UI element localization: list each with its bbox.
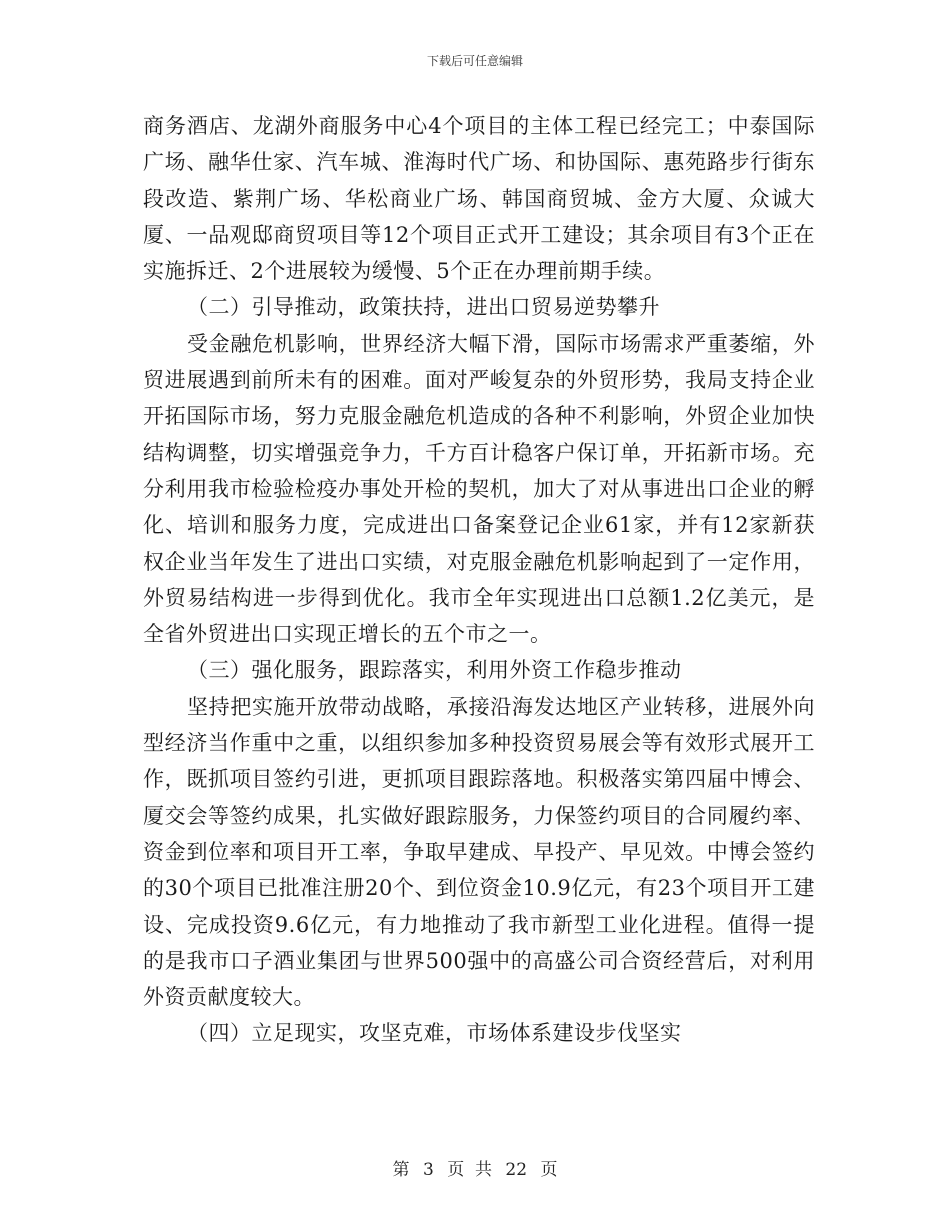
footer-label-page: 第: [392, 1160, 410, 1180]
body-paragraph-3: 坚持把实施开放带动战略，承接沿海发达地区产业转移，进展外向型经济当作重中之重，以组织参加多种投资贸易展会等有效形式展开工作，既抓项目签约引进，更抓项目跟踪落地。积极落实第四届中博会、厦交会等签约成果，扎实做好跟踪服务，力保签约项目的合同履约率、资金到位率和项目开工率，争取早建成、早投产、早见效。中博会签约的30个项目已批准注册20个、到位资金10.9亿元，有23个项目开工建设、完成投资9.6亿元，有力地推动了我市新型工业化进程。值得一提的是我市口子酒业集团与世界500强中的高盛公司合资经营后，对利用外资贡献度较大。: [143, 694, 815, 1010]
section-heading-3: （三）强化服务，跟踪落实，利用外资工作稳步推动: [187, 658, 682, 683]
footer-total-pages: 22: [505, 1160, 528, 1180]
footer-label-end: 页: [540, 1160, 558, 1180]
footer-current-page: 3: [422, 1160, 434, 1180]
body-paragraph-2: 受金融危机影响，世界经济大幅下滑，国际市场需求严重萎缩，外贸进展遇到前所未有的困难。面对严峻复杂的外贸形势，我局支持企业开拓国际市场，努力克服金融危机造成的各种不利影响，外贸企业加快结构调整，切实增强竞争力，千方百计稳客户保订单，开拓新市场。充分利用我市检验检疫办事处开检的契机，加大了对从事进出口企业的孵化、培训和服务力度，完成进出口备案登记企业61家，并有12家新获权企业当年发生了进出口实绩，对克服金融危机影响起到了一定作用，外贸易结构进一步得到优化。我市全年实现进出口总额1.2亿美元，是全省外贸进出口实现正增长的五个市之一。: [143, 331, 815, 647]
page-header-note: 下载后可任意编辑: [426, 54, 523, 68]
section-heading-2: （二）引导推动，政策扶持，进出口贸易逆势攀升: [187, 295, 660, 320]
section-heading-4: （四）立足现实，攻坚克难，市场体系建设步伐坚实: [187, 1021, 682, 1046]
page-footer: [0, 1155, 950, 1180]
document-body: [143, 108, 815, 1052]
footer-label-of: 页 共: [447, 1160, 492, 1180]
body-paragraph-1: 商务酒店、龙湖外商服务中心4个项目的主体工程已经完工；中泰国际广场、融华仕家、汽车城、淮海时代广场、和协国际、惠苑路步行街东段改造、紫荆广场、华松商业广场、韩国商贸城、金方大厦、众诚大厦、一品观邸商贸项目等12个项目正式开工建设；其余项目有3个正在实施拆迁、2个进展较为缓慢、5个正在办理前期手续。: [143, 114, 815, 284]
